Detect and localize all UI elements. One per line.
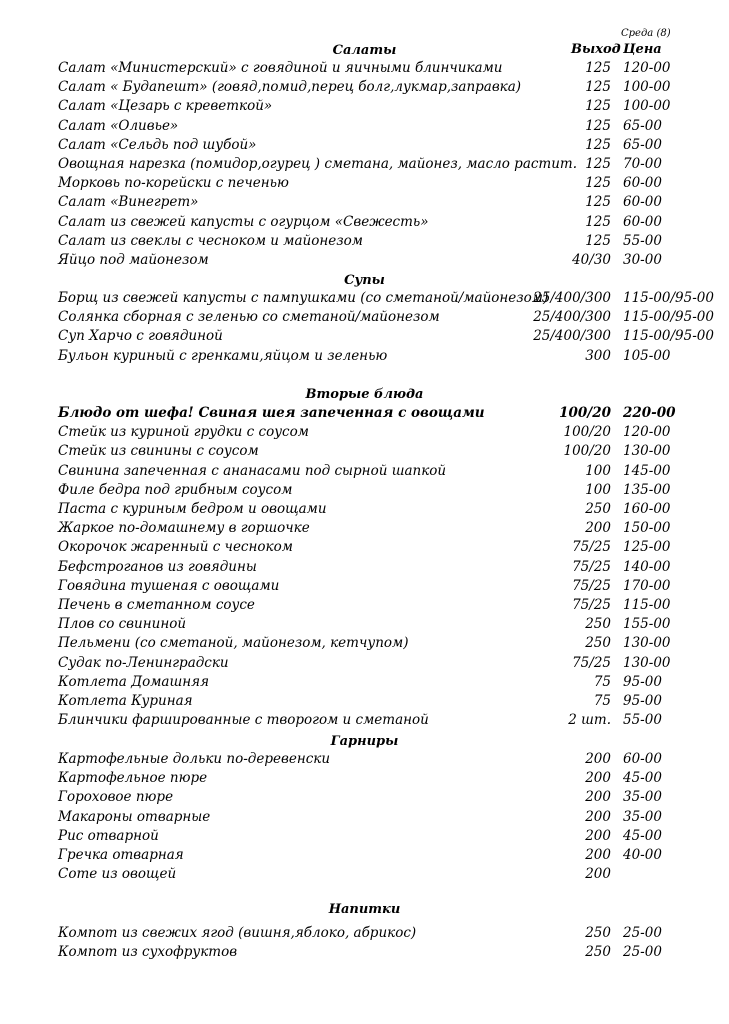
menu-item-row <box>0 59 729 78</box>
menu-item-name: Борщ из свежей капусты с пампушками (со сметаной/майонезом) <box>58 290 549 306</box>
menu-item-portion: 125 <box>585 98 611 115</box>
menu-item-row <box>0 634 729 653</box>
menu-item-row <box>0 481 729 500</box>
menu-item-name: Рис отварной <box>58 827 159 844</box>
menu-item-row <box>0 327 729 346</box>
section-title: Напитки <box>328 902 401 917</box>
menu-item-name: Соте из овощей <box>58 866 177 883</box>
menu-item-portion: 200 <box>585 770 611 787</box>
menu-item-name: Овощная нарезка (помидор,огурец ) сметана, майонез, масло растит. <box>58 156 578 172</box>
menu-item-row <box>0 308 729 327</box>
menu-item-price: 30-00 <box>623 252 662 268</box>
menu-item-price: 60-00 <box>623 194 662 211</box>
menu-item-row <box>0 423 729 442</box>
column-header-portion: Выход <box>571 42 621 57</box>
menu-item-name: Гороховое пюре <box>58 789 174 806</box>
menu-item-portion: 200 <box>585 751 611 767</box>
menu-item-name: Салат «Сельдь под шубой» <box>58 136 257 153</box>
menu-item-portion: 300 <box>585 347 611 364</box>
menu-item-portion: 125 <box>585 60 611 76</box>
menu-item-portion: 250 <box>585 925 611 941</box>
menu-item-portion: 75 <box>593 693 611 709</box>
menu-item-price: 150-00 <box>623 520 671 537</box>
menu-item-name: Филе бедра под грибным соусом <box>58 481 293 498</box>
menu-item-portion: 25/400/300 <box>533 328 611 345</box>
menu-item-portion: 100/20 <box>563 443 611 460</box>
menu-item-portion: 200 <box>585 847 611 863</box>
menu-item-portion: 200 <box>585 520 611 537</box>
menu-item-row <box>0 865 729 884</box>
menu-item-row <box>0 136 729 155</box>
menu-item-price: 100-00 <box>623 79 671 96</box>
menu-item-portion: 125 <box>585 156 611 172</box>
menu-item-row <box>0 519 729 538</box>
menu-item-price: 160-00 <box>623 501 671 517</box>
menu-item-name: Салат « Будапешт» (говяд,помид,перец болг,лукмар,заправка) <box>58 79 522 96</box>
menu-item-name: Гречка отварная <box>58 847 184 863</box>
menu-item-name: Солянка сборная с зеленью со сметаной/майонезом <box>58 309 440 326</box>
menu-item-row <box>0 442 729 461</box>
menu-item-portion: 250 <box>585 501 611 517</box>
menu-item-portion: 100/20 <box>559 405 611 421</box>
menu-item-price: 35-00 <box>623 789 662 806</box>
menu-item-row <box>0 827 729 846</box>
menu-item-price: 60-00 <box>623 751 662 767</box>
menu-item-price: 45-00 <box>623 770 662 787</box>
section-title: Гарниры <box>330 734 399 749</box>
menu-item-row <box>0 232 729 251</box>
menu-item-portion: 250 <box>585 616 611 633</box>
menu-item-price: 105-00 <box>623 347 671 364</box>
menu-item-portion: 100 <box>585 462 611 479</box>
menu-item-price: 140-00 <box>623 558 671 575</box>
section-title: Салаты <box>332 43 397 58</box>
menu-item-portion: 75/25 <box>572 539 611 556</box>
section-title: Супы <box>344 273 385 288</box>
menu-item-row <box>0 673 729 692</box>
menu-item-portion: 125 <box>585 175 611 192</box>
menu-item-name: Бульон куриный с гренками,яйцом и зеленью <box>58 347 388 364</box>
menu-item-portion: 200 <box>585 789 611 806</box>
menu-item-row <box>0 117 729 136</box>
menu-item-row <box>0 788 729 807</box>
menu-item-price: 135-00 <box>623 481 671 498</box>
menu-item-row <box>0 462 729 481</box>
menu-item-price: 60-00 <box>623 175 662 192</box>
menu-item-portion: 40/30 <box>572 252 611 268</box>
menu-item-name: Салат из свеклы с чесноком и майонезом <box>58 232 363 249</box>
menu-item-portion: 75/25 <box>572 577 611 594</box>
menu-item-row <box>0 596 729 615</box>
menu-item-portion: 75/25 <box>572 654 611 671</box>
menu-item-name: Компот из свежих ягод (вишня,яблоко, абрикос) <box>58 925 417 941</box>
menu-item-row <box>0 289 729 308</box>
menu-item-portion: 75 <box>593 673 611 690</box>
menu-item-row <box>0 692 729 711</box>
menu-item-portion: 125 <box>585 194 611 211</box>
menu-item-row <box>0 193 729 212</box>
menu-item-portion: 25/400/300 <box>533 290 611 306</box>
menu-item-name: Стейк из куриной грудки с соусом <box>58 424 309 441</box>
menu-item-row <box>0 500 729 519</box>
menu-item-name: Морковь по-корейски с печенью <box>58 175 289 192</box>
day-label: Среда (8) <box>621 28 671 39</box>
menu-item-name: Пельмени (со сметаной, майонезом, кетчупом) <box>58 635 409 652</box>
menu-item-row <box>0 615 729 634</box>
menu-item-name: Свинина запеченная с ананасами под сырной шапкой <box>58 462 447 479</box>
menu-item-price: 125-00 <box>623 539 671 556</box>
menu-item-price: 120-00 <box>623 60 671 76</box>
menu-item-price: 65-00 <box>623 136 662 153</box>
menu-item-price: 35-00 <box>623 808 662 825</box>
menu-item-row <box>0 251 729 270</box>
menu-item-name: Блюдо от шефа! Свиная шея запеченная с овощами <box>58 405 485 421</box>
menu-item-name: Бефстроганов из говядины <box>58 558 257 575</box>
column-header-price: Цена <box>623 42 662 57</box>
menu-item-price: 95-00 <box>623 693 662 709</box>
menu-item-price: 65-00 <box>623 117 662 134</box>
menu-item-price: 40-00 <box>623 847 662 863</box>
menu-item-price: 220-00 <box>623 405 676 421</box>
menu-item-name: Окорочок жаренный с чесноком <box>58 539 293 556</box>
menu-item-name: Блинчики фаршированные с творогом и сметаной <box>58 712 429 729</box>
menu-item-row <box>0 846 729 865</box>
menu-item-row <box>0 924 729 943</box>
menu-item-price: 60-00 <box>623 213 662 230</box>
menu-item-name: Суп Харчо с говядиной <box>58 328 223 345</box>
menu-item-row <box>0 711 729 730</box>
menu-item-row <box>0 347 729 366</box>
menu-item-portion: 25/400/300 <box>533 309 611 326</box>
menu-item-name: Салат «Винегрет» <box>58 194 199 211</box>
menu-item-name: Салат «Цезарь с креветкой» <box>58 98 273 115</box>
menu-item-price: 155-00 <box>623 616 671 633</box>
menu-item-portion: 125 <box>585 79 611 96</box>
menu-item-portion: 125 <box>585 213 611 230</box>
menu-item-price: 130-00 <box>623 635 671 652</box>
menu-item-price: 95-00 <box>623 673 662 690</box>
menu-item-row <box>0 943 729 962</box>
menu-item-row <box>0 750 729 769</box>
menu-item-price: 70-00 <box>623 156 662 172</box>
menu-item-row <box>0 174 729 193</box>
menu-item-price: 55-00 <box>623 232 662 249</box>
menu-item-price: 115-00 <box>623 597 671 613</box>
menu-item-row <box>0 78 729 97</box>
menu-item-row <box>0 538 729 557</box>
menu-item-name: Салат из свежей капусты с огурцом «Свежесть» <box>58 213 429 230</box>
menu-item-name: Стейк из свинины с соусом <box>58 443 259 460</box>
menu-item-name: Картофельные дольки по-деревенски <box>58 751 331 767</box>
menu-item-portion: 125 <box>585 136 611 153</box>
menu-item-row <box>0 155 729 174</box>
menu-item-name: Котлета Куриная <box>58 693 193 709</box>
menu-item-price: 100-00 <box>623 98 671 115</box>
menu-item-price: 145-00 <box>623 462 671 479</box>
menu-item-price: 115-00/95-00 <box>623 328 714 345</box>
menu-item-name: Плов со свининой <box>58 616 187 633</box>
menu-item-name: Макароны отварные <box>58 808 211 825</box>
menu-item-name: Печень в сметанном соусе <box>58 597 255 613</box>
menu-item-name: Салат «Министерский» с говядиной и яичными блинчиками <box>58 60 503 76</box>
menu-item-name: Картофельное пюре <box>58 770 208 787</box>
menu-item-portion: 125 <box>585 117 611 134</box>
menu-item-row <box>0 213 729 232</box>
menu-item-portion: 75/25 <box>572 558 611 575</box>
menu-item-portion: 200 <box>585 808 611 825</box>
menu-item-price: 130-00 <box>623 654 671 671</box>
menu-item-name: Салат «Оливье» <box>58 117 179 134</box>
menu-item-portion: 100/20 <box>563 424 611 441</box>
menu-item-row <box>0 558 729 577</box>
menu-item-price: 130-00 <box>623 443 671 460</box>
menu-item-name: Говядина тушеная с овощами <box>58 577 280 594</box>
menu-item-row <box>0 808 729 827</box>
menu-item-price: 55-00 <box>623 712 662 729</box>
menu-item-portion: 200 <box>585 827 611 844</box>
menu-item-name: Котлета Домашняя <box>58 673 210 690</box>
menu-item-portion: 125 <box>585 232 611 249</box>
menu-item-price: 25-00 <box>623 925 662 941</box>
menu-item-price: 120-00 <box>623 424 671 441</box>
menu-item-name: Паста с куриным бедром и овощами <box>58 501 327 517</box>
menu-item-price: 170-00 <box>623 577 671 594</box>
menu-item-portion: 75/25 <box>572 597 611 613</box>
menu-item-row <box>0 769 729 788</box>
section-title: Вторые блюда <box>305 387 424 402</box>
menu-item-price: 115-00/95-00 <box>623 309 714 326</box>
menu-item-row <box>0 97 729 116</box>
menu-item-portion: 2 шт. <box>568 712 611 729</box>
menu-item-name: Компот из сухофруктов <box>58 944 238 961</box>
menu-item-portion: 250 <box>585 944 611 961</box>
menu-item-name: Судак по-Ленинградски <box>58 654 229 671</box>
menu-item-name: Яйцо под майонезом <box>58 252 209 268</box>
menu-item-portion: 200 <box>585 866 611 883</box>
menu-item-name: Жаркое по-домашнему в горшочке <box>58 520 310 537</box>
menu-item-portion: 250 <box>585 635 611 652</box>
menu-item-portion: 100 <box>585 481 611 498</box>
menu-item-price: 25-00 <box>623 944 662 961</box>
menu-item-price: 45-00 <box>623 827 662 844</box>
menu-item-row <box>0 404 729 423</box>
menu-item-row <box>0 577 729 596</box>
menu-item-row <box>0 654 729 673</box>
menu-item-price: 115-00/95-00 <box>623 290 714 306</box>
